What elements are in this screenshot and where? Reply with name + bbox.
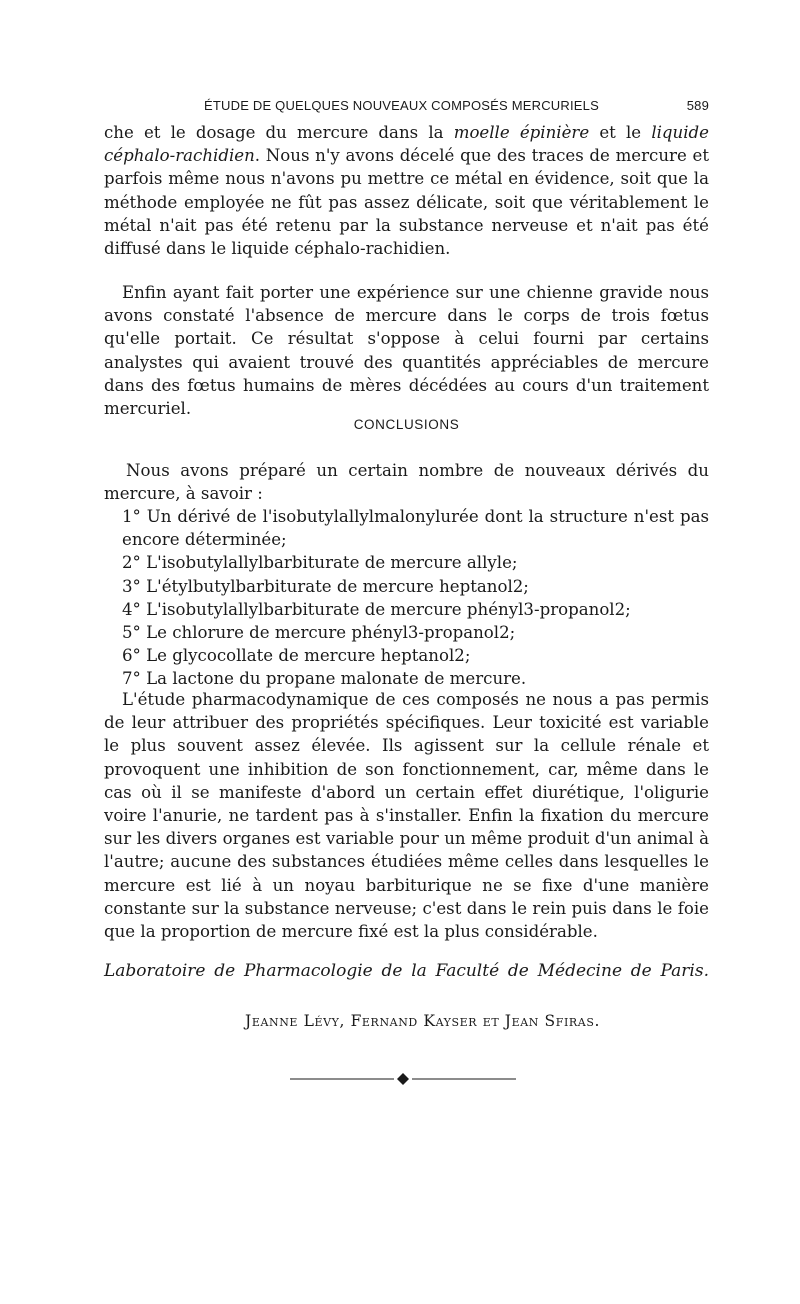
derivatives-list <box>104 505 709 691</box>
end-ornament-divider <box>290 1072 516 1086</box>
section-heading-conclusions: CONCLUSIONS <box>353 417 460 432</box>
p1-text-a: che et le dosage du mercure dans la <box>104 123 454 142</box>
list-item: 1° Un dérivé de l'isobutylallylmalonylurée dont la structure n'est pas encore déterminée; <box>122 507 709 550</box>
page-number: 589 <box>686 98 709 113</box>
authors-signature: Jeanne Lévy, Fernand Kayser et Jean Sfiras. <box>245 1012 601 1030</box>
laboratory-affiliation: Laboratoire de Pharmacologie de la Faculté de Médecine de Paris. <box>104 961 709 981</box>
list-item: 5° Le chlorure de mercure phényl3-propanol2; <box>122 623 516 643</box>
list-item: 7° La lactone du propane malonate de mercure. <box>122 669 527 689</box>
p1-emphasis-moelle: moelle épinière <box>453 123 590 142</box>
paragraph-foetus-experiment: Enfin ayant fait porter une expérience sur une chienne gravide nous avons constaté l'absence de mercure dans le corps de trois fœtus qu'elle portait. Ce résultat s'oppose à celui fourni par certains analystes qui avaient trouvé des quantités appréciables de mercure dans des fœtus humains de mères décédées au cours d'un traitement mercuriel. <box>104 283 709 419</box>
list-item: 6° Le glycocollate de mercure heptanol2; <box>122 646 471 666</box>
p1-text-rest: . Nous n'y avons décelé que des traces de mercure et parfois même nous n'avons pu mettre ce métal en évidence, soit que la méthode employée ne fût pas assez délicate, soit que véritablement le métal n'ait pas été retenu par la substance nerveuse et n'ait pas été diffusé dans le liquide céphalo-rachidien. <box>104 146 709 259</box>
list-item: 4° L'isobutylallylbarbiturate de mercure phényl3-propanol2; <box>122 599 631 619</box>
paragraph-pharmacodynamic-study: L'étude pharmacodynamique de ces composés ne nous a pas permis de leur attribuer des propriétés spécifiques. Leur toxicité est variable le plus souvent assez élevée. Ils agissent sur la cellule rénale et provoquent une inhibition de son fonctionnement, car, même dans le cas où il se manifeste d'abord un certain effet diurétique, l'oligurie voire l'anurie, ne tardent pas à s'installer. Enfin la fixation du mercure sur les divers organes est variable pour un même produit d'un animal à l'autre; aucune des substances étudiées même celles dans lesquelles le mercure est lié à un noyau barbiturique ne se fixe d'une manière constante sur la substance nerveuse; c'est dans le rein puis dans le foie que la proportion de mercure fixé est la plus considérable. <box>104 690 709 942</box>
p1-emphasis-cephalo: céphalo-rachidien <box>104 146 255 166</box>
p1-emphasis-liquide: liquide <box>651 123 709 142</box>
list-item: 2° L'isobutylallylbarbiturate de mercure allyle; <box>122 553 518 573</box>
running-title: ÉTUDE DE QUELQUES NOUVEAUX COMPOSÉS MERCURIELS <box>204 98 599 113</box>
paragraph-mercury-dosage <box>104 121 709 260</box>
running-header <box>104 96 709 118</box>
list-item: 3° L'étylbutylbarbiturate de mercure heptanol2; <box>122 576 529 596</box>
paragraph-conclusions-intro: Nous avons préparé un certain nombre de nouveaux dérivés du mercure, à savoir : <box>104 461 709 504</box>
p1-text-b: et le <box>589 123 652 142</box>
